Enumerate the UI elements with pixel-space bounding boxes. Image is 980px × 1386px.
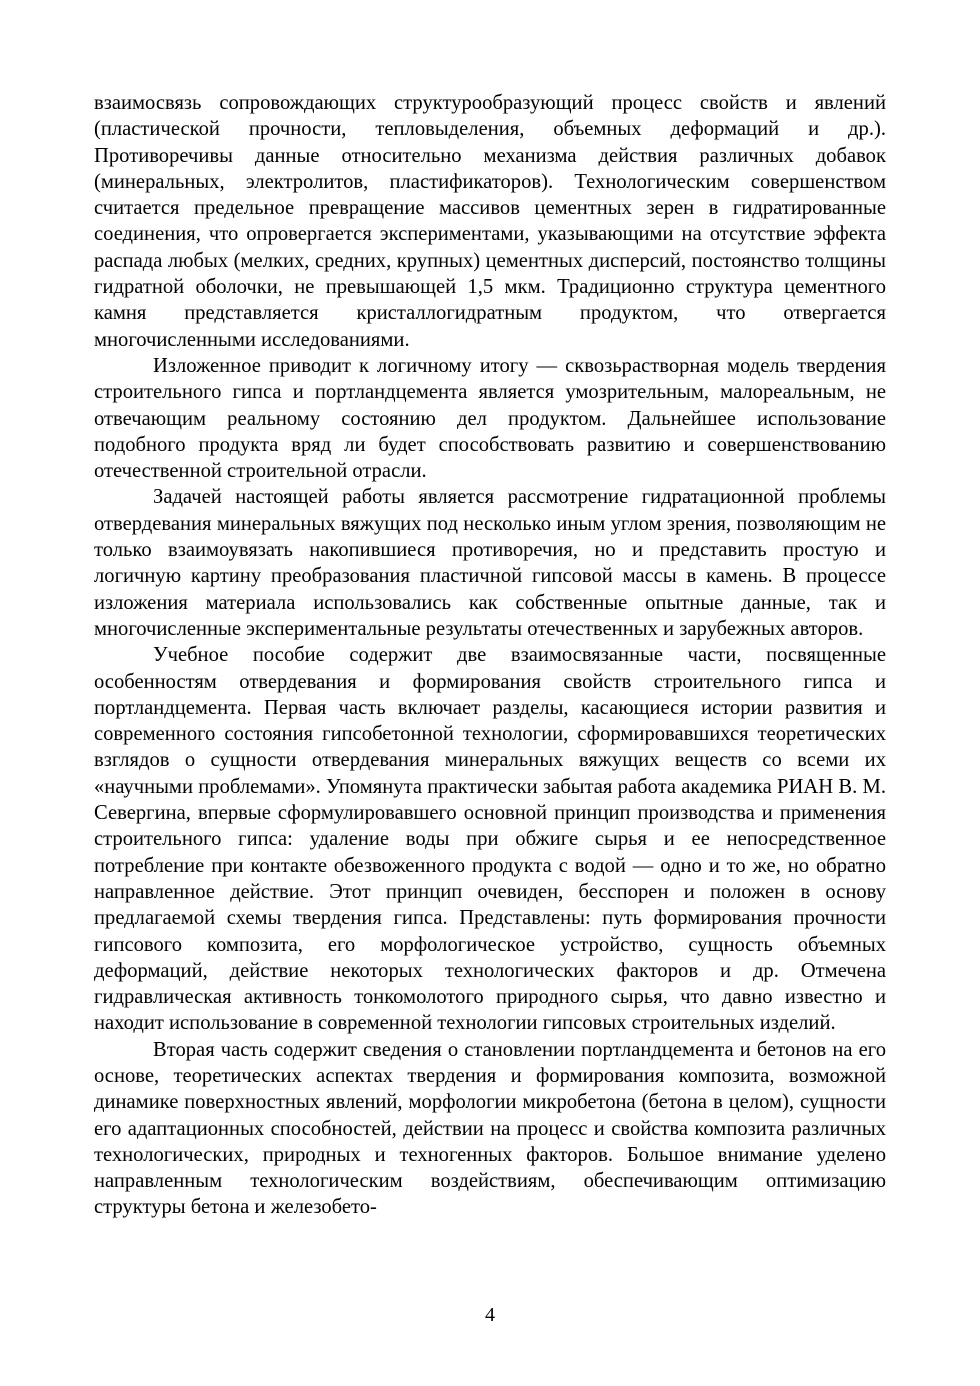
- page-body: [94, 90, 886, 1221]
- paragraph-continuation: взаимосвязь сопровождающих структурообразующий процесс свойств и явлений (пластической прочности, тепловыделения, объемных деформаций и др.). Противоречивы данные относительно механизма действия различных добавок (минеральных, электролитов, пластификаторов). Технологическим совершенством считается предельное превращение массивов цементных зерен в гидратированные соединения, что опровергается экспериментами, указывающими на отсутствие эффекта распада любых (мелких, средних, крупных) цементных дисперсий, постоянство толщины гидратной оболочки, не превышающей 1,5 мкм. Традиционно структура цементного камня представляется кристаллогидратным продуктом, что отвергается многочисленными исследованиями.: [94, 92, 886, 351]
- paragraph-part-one: Учебное пособие содержит две взаимосвязанные части, посвященные особенностям отвердевания и формирования свойств строительного гипса и портландцемента. Первая часть включает разделы, касающиеся истории развития и современного состояния гипсобетонной технологии, сформировавшихся теоретических взглядов о сущности отвердевания минеральных вяжущих веществ со всеми их «научными проблемами». Упомянута практически забытая работа академика РИАН В. М. Севергина, впервые сформулировавшего основной принцип производства и применения строительного гипса: удаление воды при обжиге сырья и ее непосредственное потребление при контакте обезвоженного продукта с водой — одно и то же, но обратно направленное действие. Этот принцип очевиден, бесспорен и положен в основу предлагаемой схемы твердения гипса. Представлены: путь формирования прочности гипсового композита, его морфологическое устройство, сущность объемных деформаций, действие некоторых технологических факторов и др. Отмечена гидравлическая активность тонкомолотого природного сырья, что давно известно и находит использование в современной технологии гипсовых строительных изделий.: [94, 644, 886, 1035]
- paragraph-conclusion: Изложенное приводит к логичному итогу — сквозьрастворная модель твердения строительного гипса и портландцемента является умозрительным, малореальным, не отвечающим реальному состоянию дел продуктом. Дальнейшее использование подобного продукта вряд ли будет способствовать развитию и совершенствованию отечественной строительной отрасли.: [94, 354, 886, 483]
- paragraph-objective: Задачей настоящей работы является рассмотрение гидратационной проблемы отвердевания минеральных вяжущих под несколько иным углом зрения, позволяющим не только взаимоувязать накопившиеся противоречия, но и представить простую и логичную картину преобразования пластичной гипсовой массы в камень. В процессе изложения материала использовались как собственные опытные данные, так и многочисленные экспериментальные результаты отечественных и зарубежных авторов.: [94, 486, 886, 640]
- page-number: 4: [485, 1304, 495, 1326]
- paragraph-part-two: Вторая часть содержит сведения о становлении портландцемента и бетонов на его основе, теоретических аспектах твердения и формирования композита, возможной динамике поверхностных явлений, морфологии микробетона (бетона в целом), сущности его адаптационных способностей, действии на процесс и свойства композита различных технологических, природных и техногенных факторов. Большое внимание уделено направленным технологическим воздействиям, обеспечивающим оптимизацию структуры бетона и железобето-: [94, 1038, 886, 1219]
